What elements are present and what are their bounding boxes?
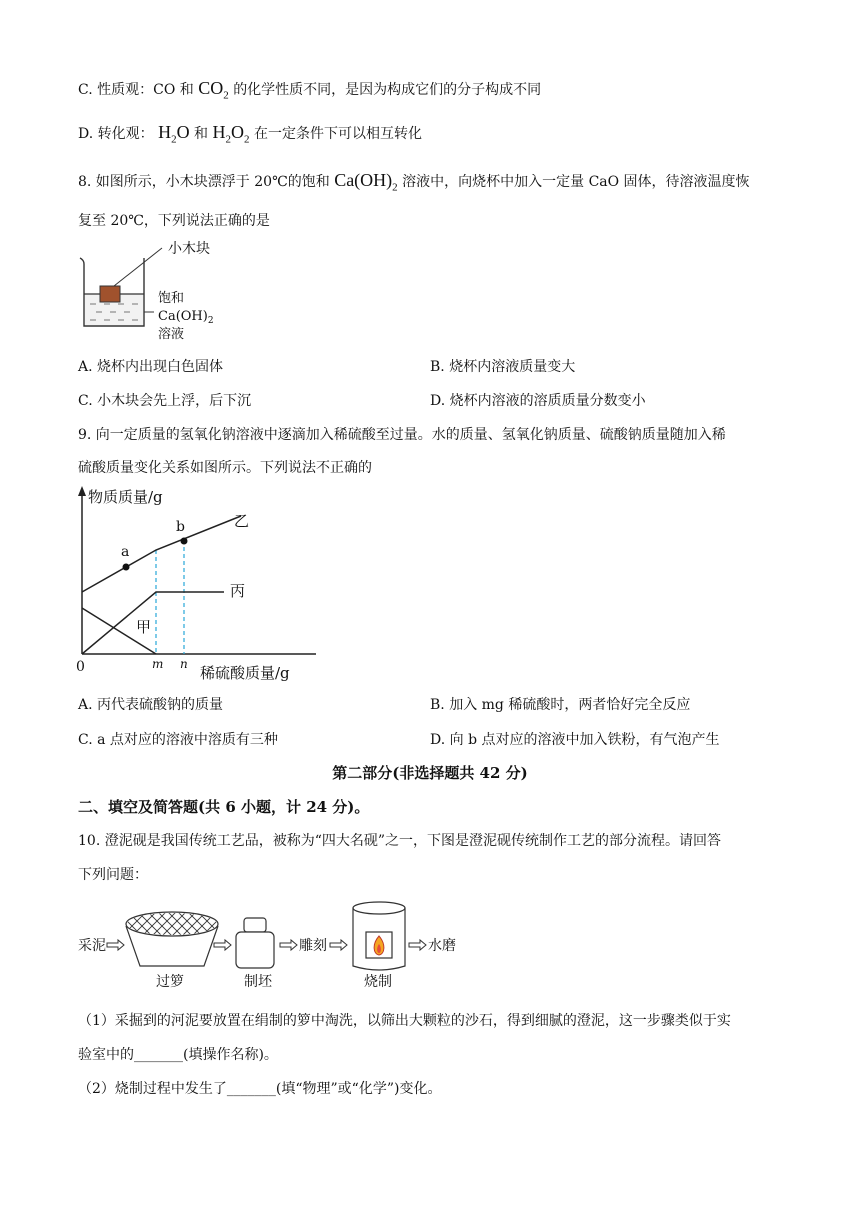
flow-step-6: 水磨 bbox=[428, 938, 456, 954]
q9-chart bbox=[66, 482, 326, 682]
y-axis-label: 物质质量/g bbox=[88, 488, 163, 506]
q10-stem-line1: 10. 澄泥砚是我国传统工艺品，被称为“四大名砚”之一，下图是澄泥砚传统制作工艺的部分流程。请回答 bbox=[78, 833, 722, 849]
flow-step-2: 过箩 bbox=[156, 974, 184, 990]
caoh2-formula: $Ca(OH)_2$ bbox=[334, 170, 398, 194]
flow-step-4: 雕刻 bbox=[299, 938, 327, 954]
q9-option-b: B. 加入 mg 稀硫酸时，两者恰好完全反应 bbox=[430, 697, 691, 713]
q9-stem-line2: 硫酸质量变化关系如图所示。下列说法不正确的 bbox=[78, 460, 372, 476]
clay-blank-icon bbox=[236, 918, 274, 968]
q9-stem-line1: 9. 向一定质量的氢氧化钠溶液中逐滴加入稀硫酸至过量。水的质量、氢氧化钠质量、硫酸钠质量随加入稀 bbox=[78, 427, 726, 443]
flow-step-3: 制坯 bbox=[244, 974, 272, 990]
q7-option-c: C. 性质观：CO 和 $CO_2$ 的化学性质不同，是因为构成它们的分子构成不同 bbox=[78, 78, 542, 102]
q8-option-b: B. 烧杯内溶液质量变大 bbox=[430, 359, 576, 375]
q8-option-c: C. 小木块会先上浮，后下沉 bbox=[78, 393, 252, 409]
q10-stem-line2: 下列问题： bbox=[78, 867, 148, 883]
q8-stem-line1: 8. 如图所示，小木块漂浮于 20℃的饱和 $Ca(OH)_2$ 溶液中，向烧杯中加入一定量 CaO 固体，待溶液温度恢 bbox=[78, 170, 750, 194]
point-b bbox=[181, 538, 188, 545]
flow-step-1: 采泥 bbox=[78, 938, 106, 954]
q8-beaker-figure bbox=[76, 234, 236, 346]
origin-label: 0 bbox=[76, 659, 85, 675]
arrow-icon bbox=[214, 940, 231, 950]
arrow-icon bbox=[330, 940, 347, 950]
kiln-icon bbox=[353, 902, 405, 970]
q7-option-d: D. 转化观： $H_2O$ 和 $H_2O_2$ 在一定条件下可以相互转化 bbox=[78, 122, 422, 146]
point-a-label: a bbox=[121, 544, 130, 560]
point-a bbox=[123, 564, 130, 571]
q10-sub1-line1: （1）采掘到的河泥要放置在绢制的箩中淘洗，以筛出大颗粒的沙石，得到细腻的澄泥，这一步骤类似于实 bbox=[78, 1013, 731, 1029]
flow-step-5: 烧制 bbox=[364, 974, 392, 990]
solution-label-3: 溶液 bbox=[158, 327, 185, 342]
block-label: 小木块 bbox=[168, 241, 210, 257]
y-axis-arrow-icon bbox=[78, 486, 86, 496]
co2-formula: $CO_2$ bbox=[198, 78, 229, 102]
series-jia-label: 甲 bbox=[136, 618, 152, 636]
tick-m: m bbox=[152, 657, 164, 671]
series-bing-label: 丙 bbox=[230, 582, 246, 600]
arrow-icon bbox=[409, 940, 426, 950]
q8-option-d: D. 烧杯内溶液的溶质质量分数变小 bbox=[430, 393, 646, 409]
h2o-formula: $H_2O$ bbox=[158, 122, 190, 146]
sieve-icon bbox=[118, 912, 226, 966]
q10-sub2: （2）烧制过程中发生了_______(填“物理”或“化学”)变化。 bbox=[78, 1081, 442, 1097]
part2-title: 第二部分(非选择题共 42 分) bbox=[332, 764, 528, 782]
arrow-icon bbox=[280, 940, 297, 950]
q10-process-flow bbox=[76, 896, 476, 992]
q8-stem-line2: 复至 20℃，下列说法正确的是 bbox=[78, 213, 270, 229]
tick-n: n bbox=[180, 657, 188, 671]
solution-label-2: $Ca(OH)_2$ bbox=[158, 309, 214, 326]
arrow-icon bbox=[107, 940, 124, 950]
q10-sub1-line2: 验室中的_______(填操作名称)。 bbox=[78, 1047, 278, 1063]
section-heading: 二、填空及简答题(共 6 小题，计 24 分)。 bbox=[78, 798, 370, 816]
series-bing-line bbox=[82, 592, 224, 654]
solution-label-1: 饱和 bbox=[158, 291, 185, 306]
q8-option-a: A. 烧杯内出现白色固体 bbox=[78, 359, 224, 375]
wood-block-icon bbox=[100, 286, 120, 302]
series-yi-label: 乙 bbox=[234, 512, 250, 530]
h2o2-formula: $H_2O_2$ bbox=[212, 122, 250, 146]
point-b-label: b bbox=[176, 519, 185, 535]
series-yi-line bbox=[82, 516, 241, 592]
q9-option-d: D. 向 b 点对应的溶液中加入铁粉，有气泡产生 bbox=[430, 732, 720, 748]
q9-option-c: C. a 点对应的溶液中溶质有三种 bbox=[78, 732, 278, 748]
x-axis-label: 稀硫酸质量/g bbox=[200, 664, 290, 682]
q9-option-a: A. 丙代表硫酸钠的质量 bbox=[78, 697, 224, 713]
